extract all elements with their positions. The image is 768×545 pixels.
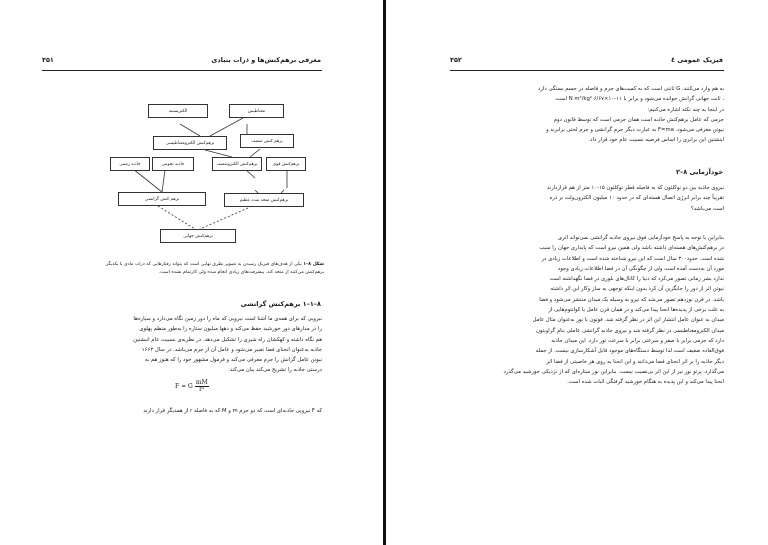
- paragraph-line: ، ثابت جهانی گرانش خوانده می‌شود و برابر با ۱۱-۱۰×۶/۶۷ N m²/kg² است.: [554, 96, 724, 103]
- page-number: ۳۵۱: [42, 56, 54, 64]
- paragraph-line: جاذبه به‌عنوان انحنای فضا تعبیر می‌شود و عامل آن از جرم می‌باشد. در سال ۱۶۶۳: [141, 346, 322, 353]
- newton-gravity-formula: [175, 380, 209, 393]
- body-paragraph: [450, 233, 724, 387]
- paragraph-line: دیگر جاذبه را بر اثر انحنای فضا می‌دانند و این انحنا به روی هر خاصیتی از فضا اثر: [546, 358, 724, 365]
- left-page: [0, 0, 383, 545]
- diagram-box-electromagnetic: برهم‌کنش الکترومغناطیسی: [153, 136, 227, 150]
- diagram-box-earth-gravity: جاذبه زمینی: [110, 157, 150, 171]
- paragraph-line: را در مدارهای دور خورشید حفظ می‌کند و دهها میلیون ستاره را به‌طور منظم پهلوی: [139, 326, 322, 333]
- paragraph-line: انحنا پیدا می‌کند و این پدیده به هنگام خورشید گرفتگی اثبات شده است.: [567, 379, 724, 386]
- paragraph-line: نیوتن معرفی می‌شود. F=ma به عبارت دیگر جرم گرانشی و جرم لختی برابرند و: [546, 127, 724, 134]
- paragraph-line: می‌گذارد. پرتو نور نیز از این اثر بی‌نصیب نیست. بنابراین نور ستاره‌ای که از نزدیکی خورشید می‌گذرد: [503, 368, 724, 375]
- paragraph-line: در برهم‌کنش‌های هسته‌ای داشته باشد ولی همین نیرو است که پایداری جهان را سبب: [539, 245, 724, 252]
- paragraph-line: فوق‌العاده ضعیف است لذا توسط دستگاه‌های موجود قابل آشکارسازی نیست. از جمله: [535, 348, 724, 355]
- paragraph-line: هم نگاه داشته و کهکشان راه شیری را تشکیل می‌دهد. در نظریه‌ی نسبیت عام انیشتین: [133, 336, 322, 343]
- section-heading: [241, 300, 321, 308]
- page-number: ۳۵۲: [450, 56, 462, 64]
- paragraph-line: تقریباً چند برابر انرژی اتصال هسته‌ای که در حدود ۱۰ میلیون الکترون‌ولت بر ذره: [549, 195, 724, 202]
- paragraph-line: درستی جاذبه را تشریح می‌کند بیان می‌کند:: [228, 367, 322, 374]
- exercise-heading: خودآزمایی ۸–۲: [676, 168, 723, 176]
- paragraph-line: شده است. حدود۳۰۰ سال است که این نیرو شناخته شده است و اطلاعات زیادی در: [541, 255, 724, 262]
- paragraph-line: ندارد بشر زمانی تصور می‌کرد که دنیا را کانال‌های بلوری در فضا نگهداشته است: [549, 276, 724, 283]
- paragraph-line: مورد آن به‌دست آمده است ولی از چگونگی آن در فضا اطلاعات زیادی وجود: [557, 265, 724, 272]
- paragraph-line: جرمی که عامل برهم‌کنش جاذبه است همان جرمی است که توسط قانون دوم: [553, 116, 724, 123]
- paragraph-line: به علت برخی از پدیده‌ها انحنا پیدا می‌کند و در همان قرن عامل یا کوانتوم‌هایی از: [548, 307, 724, 314]
- diagram-box-strong: برهم‌کنش قوی: [266, 157, 306, 171]
- figure-caption: [104, 261, 324, 277]
- paragraph-line: باشد. در قرن نوزدهم تصور می‌شد که نیرو به وسیله یک میدان منتشر می‌شود و فضا: [539, 296, 724, 303]
- paragraph-line: در اینجا به چند نکته اشاره می‌کنیم:: [647, 106, 724, 113]
- formula-denominator: r²: [199, 386, 205, 393]
- diagram-box-gravity: برهم کنش گرانشی: [118, 192, 206, 206]
- paragraph-line: بنابراین با توجه به پاسخ خودآزمایی فوق نیروی جاذبه گرانشی نمی‌تواند اثری: [557, 235, 724, 241]
- diagram-box-grand-unified: برهم‌کنش متحد شده عظیم: [224, 193, 304, 207]
- section-number: ۸–۱–۱: [302, 300, 321, 308]
- right-page: [386, 0, 768, 545]
- diagram-box-magnetism: مغناطیس: [229, 104, 284, 118]
- paragraph-line: نیرویی که برای همه‌ی ما آشنا است نیرویی که ماه را دور زمین نگاه می‌دارد و سیاره‌ها: [133, 316, 322, 322]
- after-formula-line: که F نیرویی جاذبه‌ای است که دو جرم m و M که به فاصله r از همدیگر قرار دارند: [143, 408, 322, 414]
- header-rule: [450, 70, 724, 71]
- paragraph-line: به هم وارد می‌کنند. G ثابتی است که به کمیت‌های جرم و فاصله در جسم بستگی دارد: [538, 86, 724, 92]
- paragraph-line: نیوتن عامل گرانش را جرم معرفی می‌کند و فرمول مشهور خود را که هنوز هم به: [144, 357, 322, 364]
- diagram-box-electroweak: برهم‌کنش الکتروضعیف: [212, 157, 262, 171]
- diagram-box-weak: برهم کنش ضعیف: [240, 134, 294, 148]
- running-title: فیزیک عمومی ٤: [670, 56, 723, 64]
- running-title: معرفی برهم‌کنش‌ها و ذرات بنیادی: [211, 56, 321, 64]
- paragraph-line: نیروی جاذبه بین دو نوکلئون که به فاصله قطر نوکلئون ۱۵-۱۰ متر از هم قراردارند: [546, 185, 724, 191]
- gravity-paragraph: [40, 314, 322, 376]
- formula-numerator: mM: [195, 379, 208, 386]
- figure-caption-label: شکل ۸–۱: [303, 262, 324, 267]
- formula-lhs: F = G: [175, 383, 193, 390]
- section-title: برهم‌کنش گرانشی: [240, 300, 301, 308]
- paragraph-line: اینشتین این برابری را اساس فرضیه نسبیت عام خود قرار داد.: [588, 137, 724, 144]
- intro-paragraph: [450, 84, 724, 146]
- paragraph-line: نیوتن اثر از دور را جایگزین آن کرد بدون اینکه توجهی به ساز وکار این اثر داشته: [550, 286, 724, 293]
- figure-caption-text: یکی از هدف‌های فیزیک رسیدن به تصویر نظری نهایی است که بتواند رفتارهایی که ذرات مادی با یکدیگر برهم‌کنش می‌کنند از متحد کند. پیشرفت‌های زیادی انجام شده ولی کارتمام نشده است.: [105, 262, 324, 276]
- formula-fraction: [195, 380, 209, 393]
- diagram-box-universal: برهم‌کنش جهانی: [160, 229, 236, 243]
- paragraph-line: است می‌باشد؟: [690, 205, 724, 212]
- diagram-box-celestial-gravity: جاذبه نجومی: [152, 157, 194, 171]
- diagram-connectors: [0, 0, 383, 300]
- paragraph-line: میدان به عنوان عامل انتشار این اثر در نظر گرفته شد. فوتون یا نور به‌عنوان مثال عامل: [532, 317, 724, 324]
- paragraph-line: دارد که جرمی برابر با صفر و سرعتی برابر با سرعت نور دارد. این میدان جاذبه: [551, 337, 724, 344]
- paragraph-line: میدان الکترومغناطیسی در نظر گرفته شد و نیروی جاذبه گرانشی عاملی بنام گراویتون: [536, 327, 724, 334]
- diagram-box-electricity: الکتریسیته: [148, 104, 208, 118]
- exercise-paragraph: [450, 183, 724, 214]
